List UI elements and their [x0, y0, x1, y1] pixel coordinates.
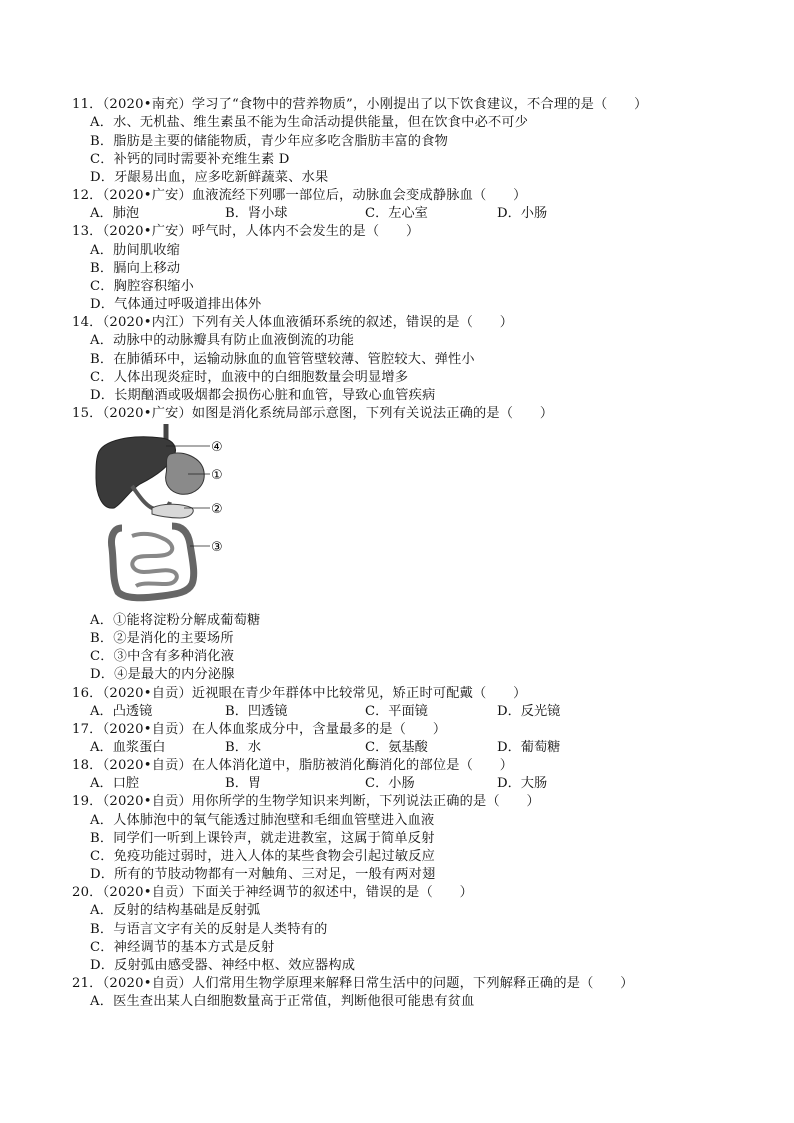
figure-label-2: ② — [211, 502, 223, 517]
question-15-option-d: D．④是最大的内分泌腺 — [90, 667, 235, 682]
question-14-option-d: D．长期酗酒或吸烟都会损伤心脏和血管，导致心血管疾病 — [90, 388, 436, 403]
digestive-system-diagram — [92, 424, 242, 608]
question-17-option-d: D．葡萄糖 — [497, 740, 561, 755]
figure-label-1: ① — [211, 468, 223, 483]
question-12-option-b: B．肾小球 — [225, 206, 288, 221]
question-14-option-a: A．动脉中的动脉瓣具有防止血液倒流的功能 — [90, 333, 355, 348]
figure-label-3: ③ — [211, 540, 223, 555]
question-21-option-a: A．医生查出某人白细胞数量高于正常值，判断他很可能患有贫血 — [90, 994, 475, 1009]
question-19-option-c: C．免疫功能过弱时，进入人体的某些食物会引起过敏反应 — [90, 849, 435, 864]
question-13-option-b: B．膈向上移动 — [90, 261, 181, 276]
question-17-stem: 17．（2020•自贡）在人体血浆成分中，含量最多的是（ ） — [72, 722, 447, 737]
question-11-option-a: A．水、无机盐、维生素虽不能为生命活动提供能量，但在饮食中必不可少 — [90, 115, 529, 130]
question-15-option-c: C．③中含有多种消化液 — [90, 649, 235, 664]
question-18-stem: 18．（2020•自贡）在人体消化道中，脂肪被消化酶消化的部位是（ ） — [72, 758, 514, 773]
question-20-option-c: C．神经调节的基本方式是反射 — [90, 940, 275, 955]
question-19-option-a: A．人体肺泡中的氧气能透过肺泡壁和毛细血管壁进入血液 — [90, 813, 435, 828]
question-15-option-b: B．②是消化的主要场所 — [90, 631, 234, 646]
question-21-stem: 21．（2020•自贡）人们常用生物学原理来解释日常生活中的问题，下列解释正确的是（ ） — [72, 976, 634, 991]
question-20-option-b: B．与语言文字有关的反射是人类特有的 — [90, 922, 328, 937]
question-18-option-a: A．口腔 — [90, 776, 140, 791]
pancreas-shape — [152, 504, 193, 518]
question-11-stem: 11．（2020•南充）学习了“食物中的营养物质”，小刚提出了以下饮食建议，不合理的是（ ） — [72, 97, 648, 112]
question-20-option-a: A．反射的结构基础是反射弧 — [90, 903, 261, 918]
question-17-option-a: A．血浆蛋白 — [90, 740, 166, 755]
question-13-option-d: D．气体通过呼吸道排出体外 — [90, 297, 262, 312]
question-19-option-b: B．同学们一听到上课铃声，就走进教室，这属于简单反射 — [90, 831, 435, 846]
question-13-option-a: A．肋间肌收缩 — [90, 243, 181, 258]
question-16-option-b: B．凹透镜 — [225, 704, 288, 719]
question-13-stem: 13．（2020•广安）呼气时，人体内不会发生的是（ ） — [72, 224, 420, 239]
question-11-option-d: D．牙龈易出血，应多吃新鲜蔬菜、水果 — [90, 170, 329, 185]
question-18-option-d: D．大肠 — [497, 776, 548, 791]
small-intestine-shape — [132, 534, 177, 586]
question-12-option-a: A．肺泡 — [90, 206, 140, 221]
question-16-option-d: D．反光镜 — [497, 704, 561, 719]
figure-label-4: ④ — [211, 440, 223, 455]
question-17-option-c: C．氨基酸 — [365, 740, 428, 755]
question-18-option-c: C．小肠 — [365, 776, 415, 791]
question-12-option-c: C．左心室 — [365, 206, 428, 221]
question-15-option-a: A．①能将淀粉分解成葡萄糖 — [90, 613, 261, 628]
question-14-option-c: C．人体出现炎症时，血液中的白细胞数量会明显增多 — [90, 370, 409, 385]
question-11-option-b: B．脂肪是主要的储能物质，青少年应多吃含脂肪丰富的食物 — [90, 134, 448, 149]
question-12-option-d: D．小肠 — [497, 206, 548, 221]
question-20-option-d: D．反射弧由感受器、神经中枢、效应器构成 — [90, 958, 356, 973]
question-20-stem: 20．（2020•自贡）下面关于神经调节的叙述中，错误的是（ ） — [72, 885, 473, 900]
question-17-option-b: B．水 — [225, 740, 262, 755]
question-14-stem: 14．（2020•内江）下列有关人体血液循环系统的叙述，错误的是（ ） — [72, 315, 514, 330]
question-16-option-c: C．平面镜 — [365, 704, 428, 719]
question-13-option-c: C．胸腔容积缩小 — [90, 279, 195, 294]
question-16-option-a: A．凸透镜 — [90, 704, 153, 719]
liver-shape — [96, 437, 176, 508]
question-18-option-b: B．胃 — [225, 776, 262, 791]
question-12-stem: 12．（2020•广安）血液流经下列哪一部位后，动脉血会变成静脉血（ ） — [72, 188, 527, 203]
question-11-option-c: C．补钙的同时需要补充维生素 D — [90, 152, 290, 167]
question-16-stem: 16．（2020•自贡）近视眼在青少年群体中比较常见，矫正时可配戴（ ） — [72, 686, 527, 701]
question-15-stem: 15．（2020•广安）如图是消化系统局部示意图，下列有关说法正确的是（ ） — [72, 406, 554, 421]
question-14-option-b: B．在肺循环中，运输动脉血的血管管壁较薄、管腔较大、弹性小 — [90, 352, 475, 367]
question-19-option-d: D．所有的节肢动物都有一对触角、三对足，一般有两对翅 — [90, 867, 436, 882]
question-19-stem: 19．（2020•自贡）用你所学的生物学知识来判断，下列说法正确的是（ ） — [72, 794, 540, 809]
